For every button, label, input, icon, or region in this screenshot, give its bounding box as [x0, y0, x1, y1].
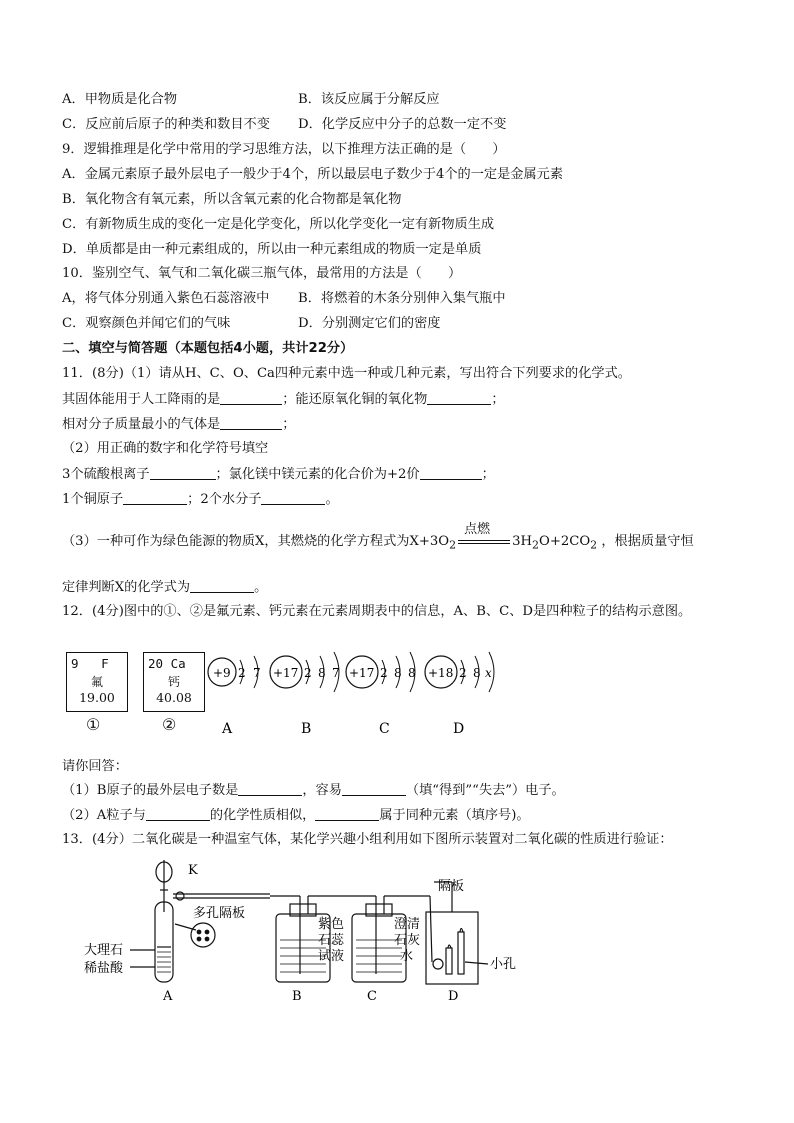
q8-option-a: A．甲物质是化合物: [62, 92, 178, 107]
q11-stem: 11．(8分)（1）请从H、C、O、Ca四种元素中选一种或几种元素，写出符合下列要求的化学式。: [62, 366, 631, 381]
svg-text:C: C: [367, 989, 377, 1004]
svg-text:B: B: [292, 989, 302, 1004]
answer-blank[interactable]: [342, 781, 406, 796]
q11-l1-text-b: ；能还原氧化铜的氧化物: [282, 392, 428, 407]
svg-text:石灰: 石灰: [394, 933, 421, 948]
q8-row1: [62, 91, 440, 109]
q12-a2-text-a: （2）A粒子与: [62, 808, 146, 823]
answer-blank[interactable]: [315, 806, 379, 821]
q9-option-b: B．氧化物含有氧元素，所以含氧元素的化合物都是氧化物: [62, 192, 402, 207]
svg-text:紫色: 紫色: [318, 917, 345, 932]
svg-text:7: 7: [332, 666, 340, 680]
q10-stem: 10．鉴别空气、氧气和二氧化碳三瓶气体，最常用的方法是（ ）: [62, 266, 462, 281]
svg-text:+17: +17: [349, 666, 375, 680]
reaction-condition: 点燃: [464, 521, 491, 537]
svg-text:2: 2: [304, 666, 312, 680]
co2-apparatus-diagram: [0, 852, 794, 1012]
q9-option-a: A．金属元素原子最外层电子一般少于4个，所以最层电子数少于4个的一定是金属元素: [62, 167, 564, 182]
svg-text:+9: +9: [213, 666, 231, 680]
svg-text:x: x: [485, 666, 492, 680]
q9-stem: 9．逻辑推理是化学中常用的学习思维方法，以下推理方法正确的是（ ）: [62, 142, 506, 157]
q11-part3-line2: [62, 578, 267, 597]
q11-p3-text-c: 定律判断X的化学式为: [62, 580, 191, 595]
q12-a1-text-a: （1）B原子的最外层电子数是: [62, 783, 239, 798]
atom-diagram-d: [425, 652, 494, 737]
atom-label-a: A: [222, 721, 233, 737]
q11-l3-text-a: 3个硫酸根离子: [62, 467, 150, 482]
q11-p3-text-d: 。: [254, 580, 268, 595]
atom-label-d: D: [453, 721, 465, 737]
q11-p3-text: （3）一种可作为绿色能源的物质X，其燃烧的化学方程式为: [62, 534, 410, 549]
svg-text:8: 8: [318, 666, 326, 680]
q10-option-d: D．分别测定它们的密度: [298, 316, 441, 331]
svg-text:K: K: [188, 863, 198, 878]
equation-right-1: 3H: [512, 534, 533, 549]
q11-l4-text-a: 1个铜原子: [62, 492, 124, 507]
tile-element-name: 氟: [90, 675, 103, 689]
answer-blank[interactable]: [220, 390, 282, 405]
q11-line4: [62, 490, 339, 509]
svg-text:隔板: 隔板: [438, 879, 465, 894]
svg-text:稀盐酸: 稀盐酸: [84, 961, 124, 976]
atom-diagram-a: [208, 656, 261, 737]
svg-text:8: 8: [394, 666, 402, 680]
section-2-heading: 二、填空与简答题（本题包括4小题，共计22分）: [62, 341, 354, 356]
q9-option-d: D．单质都是由一种元素组成的，所以由一种元素组成的物质一定是单质: [62, 242, 482, 257]
q12-a2-text-c: 属于同种元素（填序号)。: [379, 808, 530, 823]
q11-part3-equation-line: [62, 521, 694, 552]
q8-option-c: C．反应前后原子的种类和数目不变: [62, 117, 270, 132]
answer-blank[interactable]: [261, 490, 325, 505]
q10-option-a: A，将气体分别通入紫色石蕊溶液中: [62, 291, 270, 306]
equation-left: X+3O: [409, 534, 450, 549]
answer-blank[interactable]: [150, 465, 216, 480]
subscript: 2: [590, 538, 598, 552]
svg-text:+18: +18: [428, 666, 454, 680]
subscript: 2: [532, 538, 540, 552]
svg-text:2: 2: [238, 666, 246, 680]
svg-text:大理石: 大理石: [84, 943, 124, 958]
answer-blank[interactable]: [146, 806, 210, 821]
atom-label-c: C: [379, 721, 390, 737]
svg-text:石蕊: 石蕊: [318, 933, 345, 948]
q11-l2-text-b: ；: [282, 417, 296, 432]
atom-diagram-b: [270, 652, 340, 737]
q11-l4-text-b: ；2个水分子: [187, 492, 262, 507]
answer-blank[interactable]: [190, 578, 254, 593]
answer-blank[interactable]: [238, 781, 302, 796]
svg-text:8: 8: [408, 666, 416, 680]
q11-line1: [62, 390, 505, 409]
q12-ask: 请你回答：: [62, 759, 128, 774]
q11-l3-text-b: ；氯化镁中镁元素的化合价为+2价: [215, 467, 420, 482]
svg-text:D: D: [448, 989, 459, 1004]
subscript: 2: [449, 538, 457, 552]
tile-mark-1: ①: [86, 717, 101, 734]
answer-blank[interactable]: [220, 415, 282, 430]
svg-text:7: 7: [253, 666, 261, 680]
answer-blank[interactable]: [123, 490, 187, 505]
tile-element-name: 钙: [167, 675, 180, 689]
svg-text:多孔隔板: 多孔隔板: [193, 906, 246, 921]
tile-atomic-mass: 40.08: [156, 690, 192, 705]
svg-text:A: A: [163, 989, 173, 1004]
q11-l2-text-a: 相对分子质量最小的气体是: [62, 417, 221, 432]
q11-line2: [62, 415, 295, 434]
q9-option-c: C．有新物质生成的变化一定是化学变化，所以化学变化一定有新物质生成: [62, 217, 495, 232]
equation-right-2: O+2CO: [539, 534, 591, 549]
tile-mark-2: ②: [162, 717, 177, 734]
svg-text:+17: +17: [273, 666, 299, 680]
svg-text:2: 2: [380, 666, 388, 680]
tile-number-symbol: 20 Ca: [148, 656, 186, 671]
svg-text:2: 2: [459, 666, 467, 680]
q11-l1-text-c: ；: [491, 392, 505, 407]
q10-option-b: B．将燃着的木条分别伸入集气瓶中: [298, 291, 506, 306]
q12-a1-text-c: （填“得到”“失去”）电子。: [405, 783, 565, 798]
reaction-arrow: [458, 521, 510, 544]
atom-label-b: B: [301, 721, 312, 737]
q12-a1-text-b: ，容易: [302, 783, 342, 798]
tile-atomic-mass: 19.00: [79, 690, 115, 705]
q12-a2-text-b: 的化学性质相似，: [209, 808, 316, 823]
svg-text:8: 8: [473, 666, 481, 680]
q12-answer-2: [62, 806, 530, 825]
q11-l1-text-a: 其固体能用于人工降雨的是: [62, 392, 221, 407]
q10-row2: [62, 315, 441, 333]
q11-l4-text-c: 。: [325, 492, 339, 507]
q13-stem: 13．(4分）二氧化碳是一种温室气体，某化学兴趣小组利用如下图所示装置对二氧化碳的性质进行验证：: [62, 832, 673, 847]
atom-structure-diagrams: [0, 640, 794, 760]
q12-answer-1: [62, 781, 565, 800]
tile-number-symbol: 9 F: [71, 656, 109, 671]
q8-option-d: D．化学反应中分子的总数一定不变: [298, 117, 507, 132]
answer-blank[interactable]: [427, 390, 491, 405]
atom-diagram-c: [346, 652, 416, 737]
q11-part2: （2）用正确的数字和化学符号填空: [62, 441, 269, 456]
svg-text:澄清: 澄清: [394, 917, 421, 932]
q11-l3-text-c: ；: [481, 467, 495, 482]
q8-row2: [62, 116, 507, 134]
q8-option-b: B．该反应属于分解反应: [298, 92, 440, 107]
q12-stem: 12．(4分)图中的①、②是氟元素、钙元素在元素周期表中的信息，A、B、C、D是四种粒子的结构示意图。: [62, 604, 692, 619]
q10-option-c: C．观察颜色并闻它们的气味: [62, 316, 231, 331]
svg-text:水: 水: [400, 949, 414, 964]
q11-line3: [62, 465, 495, 484]
q10-row1: [62, 290, 506, 308]
q11-p3-text-b: ，根据质量守恒: [601, 534, 694, 549]
svg-text:试液: 试液: [318, 949, 345, 964]
answer-blank[interactable]: [420, 465, 482, 480]
svg-text:小孔: 小孔: [490, 957, 517, 972]
